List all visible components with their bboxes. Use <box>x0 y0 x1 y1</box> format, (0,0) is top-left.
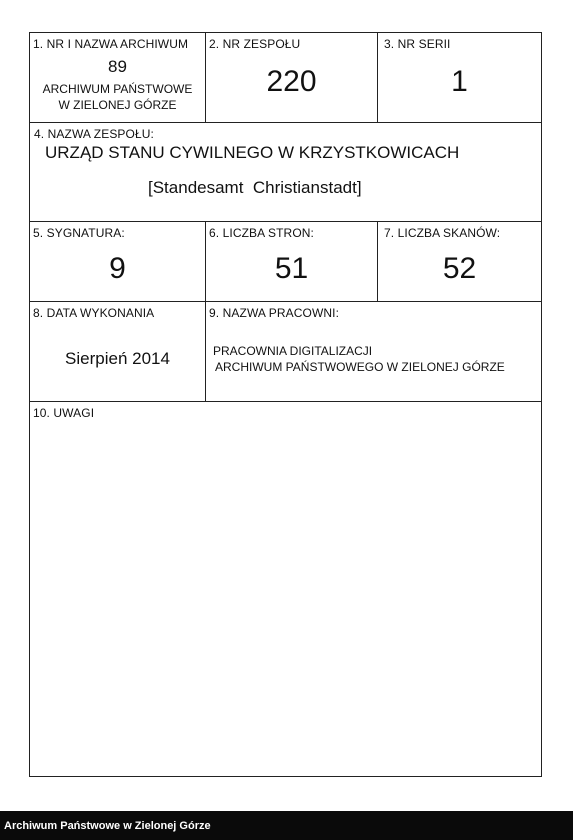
fonds-name-cell <box>30 123 541 222</box>
series-number-cell <box>378 33 541 123</box>
page-count-value: 51 <box>274 252 309 285</box>
archive-cell <box>30 33 206 123</box>
fonds-number-value: 220 <box>266 65 317 98</box>
scan-count-cell <box>378 222 541 302</box>
signature-cell <box>30 222 206 302</box>
workshop-line2: ARCHIWUM PAŃSTWOWEGO W ZIELONEJ GÓRZE <box>215 360 505 374</box>
date-label: 8. DATA WYKONANIA <box>33 306 155 320</box>
notes-cell <box>30 402 541 776</box>
scan-count-value: 52 <box>442 252 477 285</box>
fonds-name-label: 4. NAZWA ZESPOŁU: <box>34 127 154 141</box>
fonds-name-german: [Standesamt Christianstadt] <box>148 178 362 197</box>
page-count-cell <box>206 222 378 302</box>
date-value: Sierpień 2014 <box>65 349 170 368</box>
archive-number: 89 <box>108 57 127 76</box>
page-count-label: 6. LICZBA STRON: <box>209 226 314 240</box>
archive-name-line2: W ZIELONEJ GÓRZE <box>58 98 177 112</box>
signature-label: 5. SYGNATURA: <box>33 226 125 240</box>
archive-label: 1. NR I NAZWA ARCHIWUM <box>33 37 189 51</box>
scan-count-label: 7. LICZBA SKANÓW: <box>384 226 501 240</box>
fonds-number-cell <box>206 33 378 123</box>
workshop-cell <box>206 302 541 402</box>
workshop-line1: PRACOWNIA DIGITALIZACJI <box>213 344 373 358</box>
archive-name-line1: ARCHIWUM PAŃSTWOWE <box>42 82 193 96</box>
workshop-label: 9. NAZWA PRACOWNI: <box>209 306 340 320</box>
date-cell <box>30 302 206 402</box>
fonds-number-label: 2. NR ZESPOŁU <box>209 37 301 51</box>
series-number-label: 3. NR SERII <box>384 37 451 51</box>
footer-bar <box>0 811 573 840</box>
signature-value: 9 <box>109 252 126 285</box>
fonds-name-polish: URZĄD STANU CYWILNEGO W KRZYSTKOWICACH <box>45 143 460 162</box>
archive-record-card <box>29 32 542 777</box>
series-number-value: 1 <box>451 65 468 98</box>
footer-text: Archiwum Państwowe w Zielonej Górze <box>4 820 211 832</box>
notes-label: 10. UWAGI <box>33 406 95 420</box>
